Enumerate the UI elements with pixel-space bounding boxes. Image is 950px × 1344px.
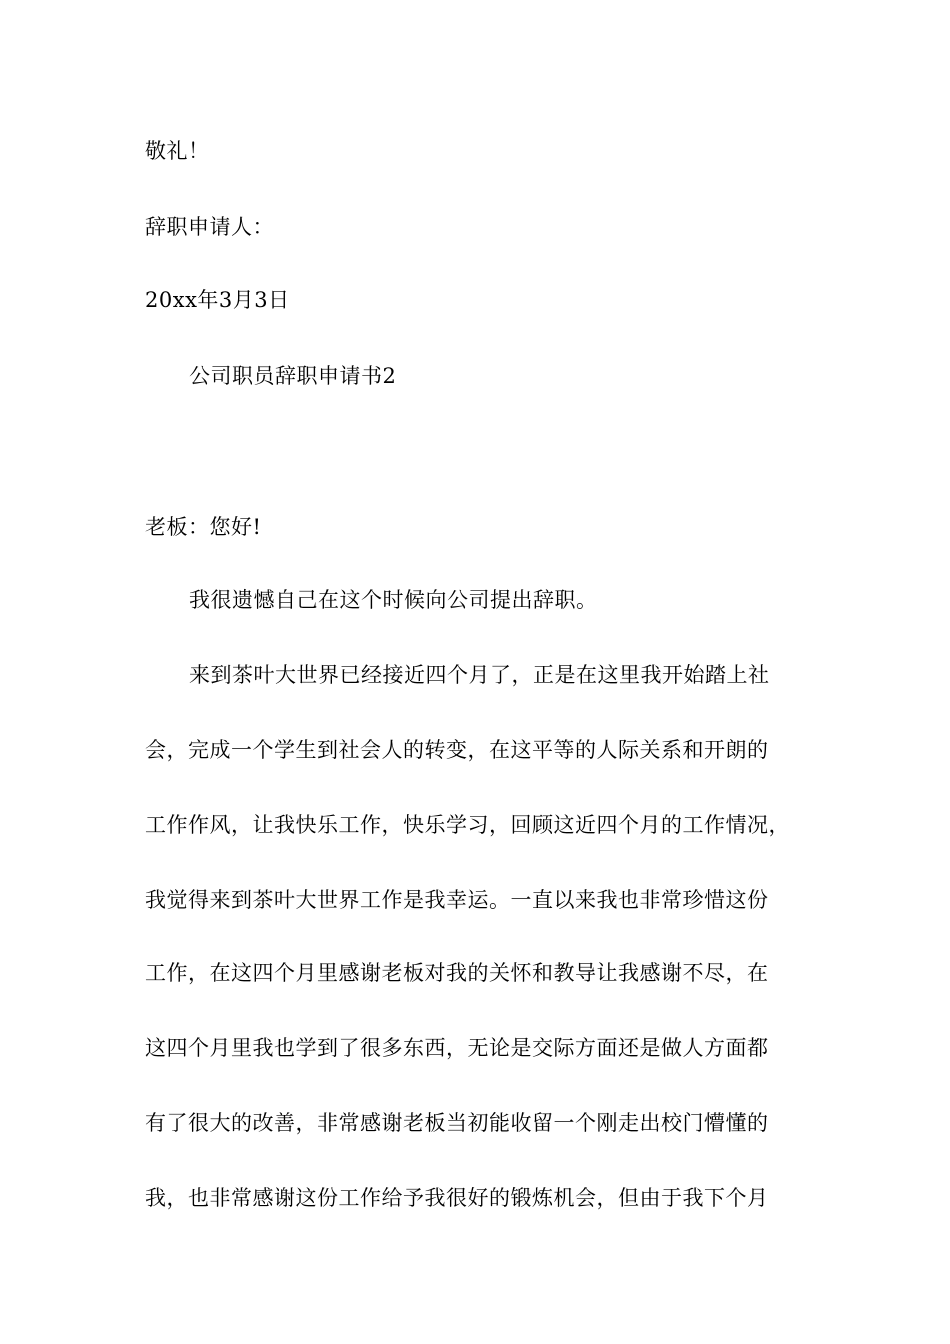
date-line: 20xx年3月3日 [145,288,290,312]
paragraph-2-line-5: 工作，在这四个月里感谢老板对我的关怀和教导让我感谢不尽，在 [145,961,769,985]
paragraph-2-line-8: 我，也非常感谢这份工作给予我很好的锻炼机会，但由于我下个月 [145,1186,769,1210]
paragraph-2-line-1: 来到茶叶大世界已经接近四个月了，正是在这里我开始踏上社 [189,663,770,687]
paragraph-1: 我很遗憾自己在这个时候向公司提出辞职。 [189,588,598,612]
signature-label: 辞职申请人： [145,215,274,239]
paragraph-2-line-7: 有了很大的改善，非常感谢老板当初能收留一个刚走出校门懵懂的 [145,1111,769,1135]
paragraph-2-line-6: 这四个月里我也学到了很多东西，无论是交际方面还是做人方面都 [145,1036,769,1060]
paragraph-2-line-4: 我觉得来到茶叶大世界工作是我幸运。一直以来我也非常珍惜这份 [145,888,769,912]
section-title: 公司职员辞职申请书2 [189,364,397,388]
closing-line: 敬礼！ [145,139,210,163]
salutation-line: 老板：您好! [145,515,262,539]
paragraph-2-line-2: 会，完成一个学生到社会人的转变，在这平等的人际关系和开朗的 [145,738,769,762]
paragraph-2-line-3: 工作作风，让我快乐工作，快乐学习，回顾这近四个月的工作情况， [145,813,790,837]
